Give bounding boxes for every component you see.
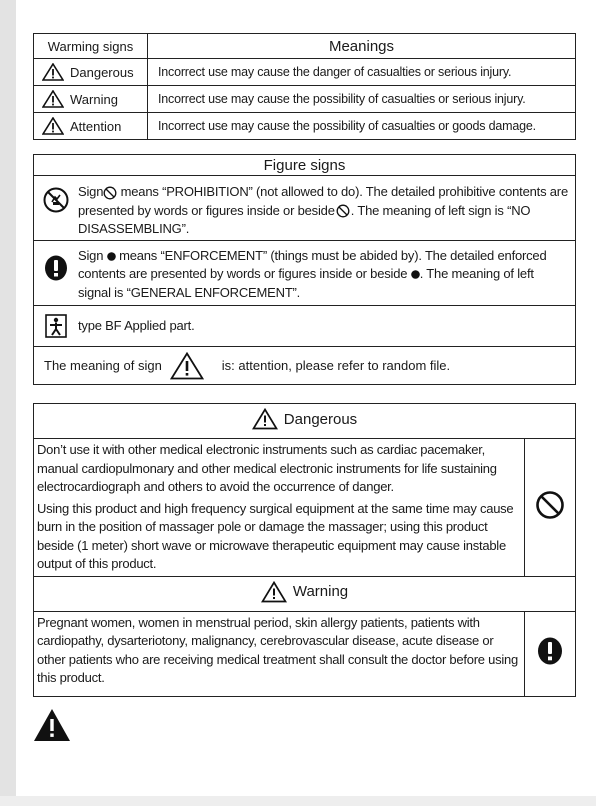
warning-triangle-icon	[252, 408, 278, 430]
warning-paragraph-1: Pregnant women, women in menstrual period, skin allergy patients, patients with cardiopathy, dysarteriotony, malignancy, cerebrovascular disease, acute disease or other patients who are receiving medical treatment shall consult the doctor before using this product.	[37, 614, 518, 685]
prohibition-text-b: means “PROHIBITION” (not allowed to do). The detailed prohibitive contents are presented by words or figures inside or beside	[78, 184, 568, 218]
dangerous-title: Dangerous	[283, 410, 358, 428]
warning-title: Warning	[292, 583, 349, 600]
exclamation-circle-icon	[44, 255, 68, 281]
exclamation-circle-icon	[537, 637, 563, 665]
prohibition-row	[34, 177, 575, 239]
sign-meaning: Incorrect use may cause the possibility of casualties or goods damage.	[148, 113, 576, 140]
bf-text: type BF Applied part.	[78, 317, 195, 333]
sign-label: Attention	[70, 118, 122, 134]
warning-triangle-icon	[33, 708, 71, 742]
page-bottom-strip	[0, 796, 596, 806]
warning-triangle-icon	[42, 90, 64, 108]
sign-meaning-row	[34, 352, 575, 380]
meaning-text-a: The meaning of sign	[44, 358, 162, 373]
sign-label: Dangerous	[70, 64, 134, 80]
enforcement-text-c: . The meaning of left signal is “GENERAL ENFORCEMENT”.	[78, 266, 534, 300]
prohibition-icon	[535, 490, 565, 520]
col-header-sign: Warming signs	[34, 34, 148, 59]
table-row	[34, 59, 576, 86]
prohibition-icon	[335, 204, 351, 218]
dangerous-paragraph-1: Don’t use it with other medical electronic instruments such as cardiac pacemaker, manual cardiopulmonary and other medical electronic instruments for life sustaining electrocardiograph and others to avoid the occurrence of danger.	[37, 442, 497, 494]
page-gutter	[0, 0, 16, 806]
enforcement-text-a: Sign	[78, 247, 104, 263]
warning-triangle-icon	[261, 581, 287, 603]
prohibition-text-c: . The meaning of left sign is “NO DISASSEMBLING”.	[78, 202, 531, 237]
dangerous-paragraph-2: Using this product and high frequency surgical equipment at the same time may cause burn in the position of massager pole or damage the massager; using this product beside (1 meter) short wave or microwave therapeutic equipment may cause instable output of this product.	[37, 500, 514, 571]
filled-circle-icon	[411, 270, 420, 279]
cautions-table	[33, 403, 576, 697]
bf-row	[34, 314, 575, 338]
sign-meaning: Incorrect use may cause the danger of casualties or serious injury.	[148, 59, 576, 86]
enforcement-text-b: means “ENFORCEMENT” (things must be abided by). The detailed enforced contents are presented by words or figures inside or beside	[78, 247, 547, 282]
prohibition-icon	[103, 186, 117, 200]
figure-signs-title: Figure signs	[34, 155, 576, 176]
warning-triangle-icon	[42, 117, 64, 135]
filled-circle-icon	[107, 252, 116, 261]
no-disassembling-icon	[43, 187, 69, 213]
table-row	[34, 113, 576, 140]
figure-signs-table	[33, 154, 576, 385]
sign-label: Warning	[70, 91, 118, 107]
type-bf-applied-part-icon	[45, 314, 67, 338]
sign-meaning: Incorrect use may cause the possibility of casualties or serious injury.	[148, 86, 576, 113]
warning-triangle-icon	[170, 352, 204, 380]
prohibition-text-a: Sign	[78, 184, 104, 200]
warning-triangle-icon	[42, 63, 64, 81]
table-row	[34, 86, 576, 113]
warning-signs-table	[33, 33, 576, 140]
enforcement-row	[34, 244, 575, 303]
col-header-meaning: Meanings	[148, 34, 576, 59]
meaning-text-b: is: attention, please refer to random file.	[221, 358, 451, 373]
